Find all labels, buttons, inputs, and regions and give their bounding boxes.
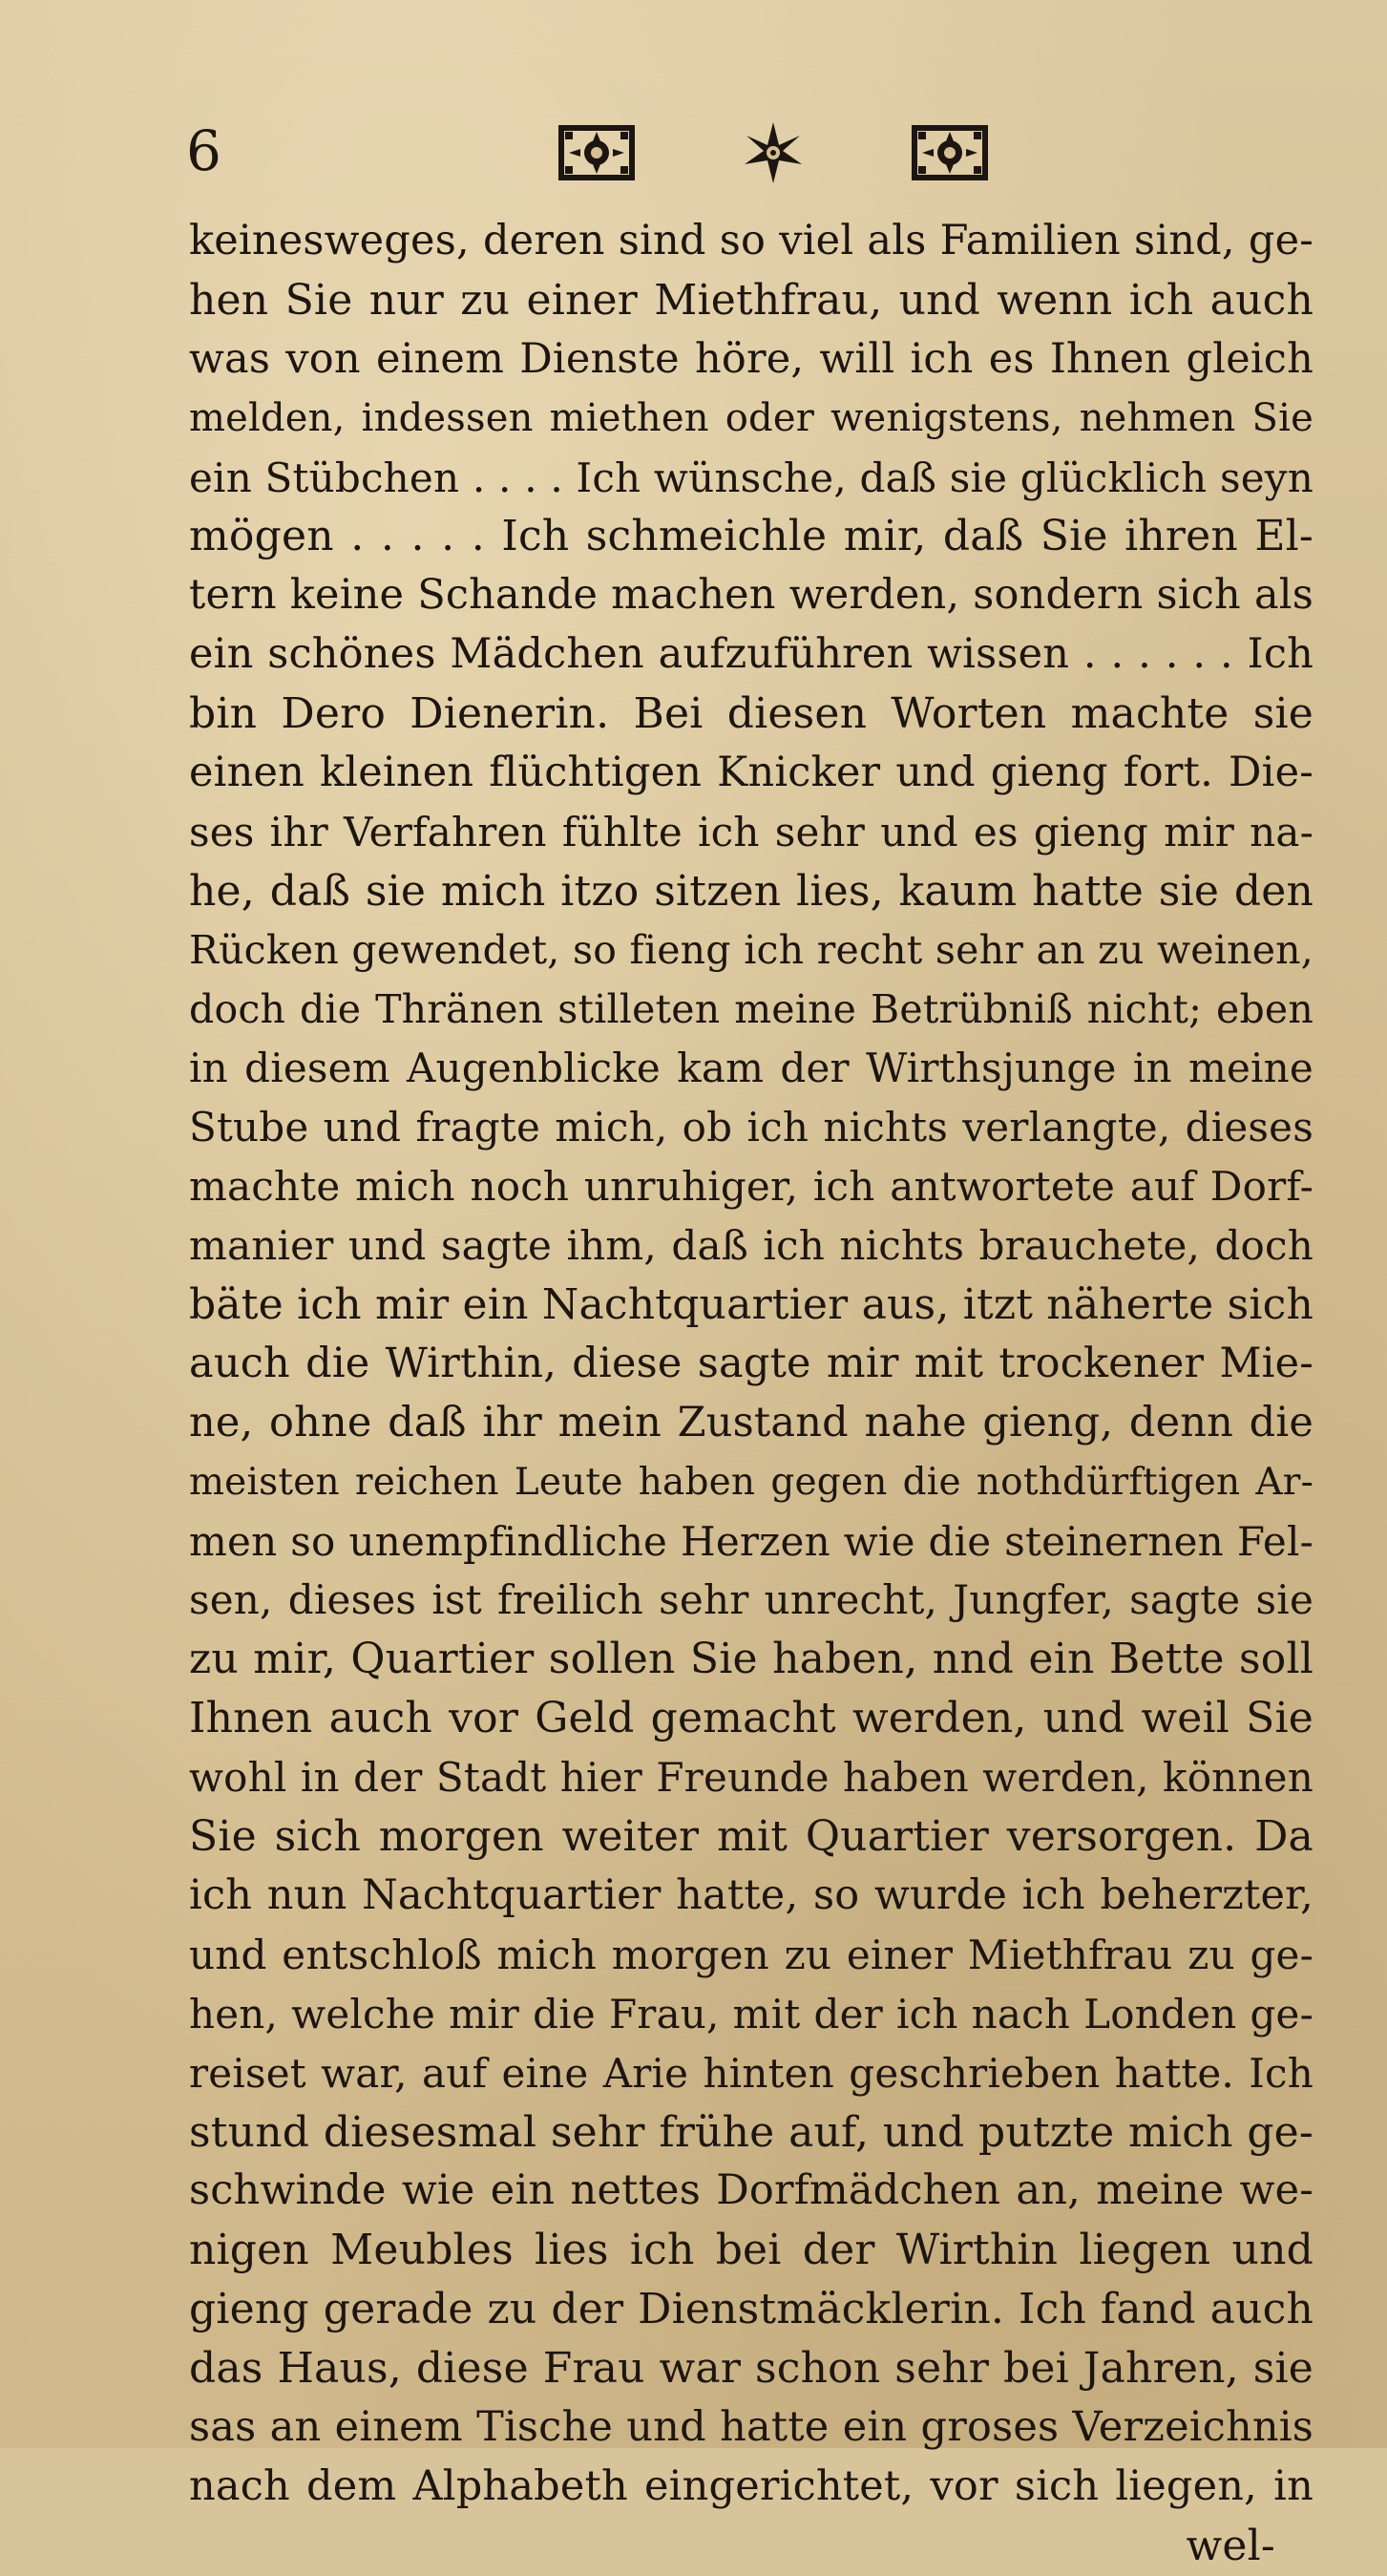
text-line: meisten reichen Leute haben gegen die nothdürftigen Ar- bbox=[189, 1460, 1313, 1504]
text-line: ein schönes Mädchen aufzuführen wissen . . . . . . Ich bbox=[189, 630, 1313, 679]
text-line: Rücken gewendet, so fieng ich recht sehr an zu weinen, bbox=[189, 926, 1313, 973]
text-line: ein Stübchen . . . . Ich wünsche, daß sie glücklich seyn bbox=[189, 454, 1313, 501]
text-line: bäte ich mir ein Nachtquartier aus, itzt näherte sich bbox=[189, 1280, 1314, 1330]
text-line: melden, indessen miethen oder wenigstens, nehmen Sie bbox=[189, 395, 1313, 440]
text-line: was von einem Dienste höre, will ich es Ihnen gleich bbox=[189, 334, 1313, 383]
text-line: auch die Wirthin, diese sagte mir mit trockener Mie- bbox=[189, 1339, 1313, 1387]
text-line: einen kleinen flüchtigen Knicker und gieng fort. Die- bbox=[189, 749, 1313, 797]
text-line: reiset war, auf eine Arie hinten geschrieben hatte. Ich bbox=[189, 2049, 1313, 2097]
text-line: ses ihr Verfahren fühlte ich sehr und es gieng mir na- bbox=[189, 808, 1313, 855]
text-line: wohl in der Stadt hier Freunde haben werden, können bbox=[189, 1754, 1313, 1802]
text-line: Sie sich morgen weiter mit Quartier versorgen. Da bbox=[189, 1812, 1313, 1862]
page-number: 6 bbox=[186, 118, 221, 183]
catchword: wel- bbox=[1186, 2521, 1275, 2570]
text-line: das Haus, diese Frau war schon sehr bei Jahren, sie bbox=[189, 2344, 1313, 2394]
text-line: Stube und fragte mich, ob ich nichts verlangte, dieses bbox=[189, 1104, 1313, 1151]
text-line: und entschloß mich morgen zu einer Miethfrau zu ge- bbox=[189, 1931, 1313, 1978]
text-line: zu mir, Quartier sollen Sie haben, nnd ein Bette soll bbox=[189, 1635, 1313, 1684]
center-star-ornament-icon bbox=[745, 122, 802, 183]
text-line: mögen . . . . . Ich schmeichle mir, daß Sie ihren El- bbox=[189, 512, 1313, 561]
left-square-ornament-icon bbox=[561, 128, 632, 178]
decorative-stars-ornament-icon bbox=[554, 118, 993, 185]
text-line: Ihnen auch vor Geld gemacht werden, und weil Sie bbox=[189, 1694, 1313, 1743]
text-line: manier und sagte ihm, daß ich nichts brauchete, doch bbox=[189, 1222, 1313, 1270]
text-line: he, daß sie mich itzo sitzen lies, kaum hatte sie den bbox=[189, 866, 1313, 916]
text-line: hen Sie nur zu einer Miethfrau, und wenn ich auch bbox=[189, 275, 1313, 325]
body-text bbox=[189, 212, 1313, 2576]
text-line: ne, ohne daß ihr mein Zustand nahe gieng, denn die bbox=[189, 1398, 1313, 1446]
text-line: bin Dero Dienerin. Bei diesen Worten machte sie bbox=[189, 689, 1313, 739]
text-line: nach dem Alphabeth eingerichtet, vor sich liegen, in bbox=[189, 2461, 1313, 2510]
text-line: gieng gerade zu der Dienstmäcklerin. Ich fand auch bbox=[189, 2285, 1313, 2334]
text-line: sas an einem Tische und hatte ein groses Verzeichnis bbox=[189, 2402, 1313, 2451]
text-line: nigen Meubles lies ich bei der Wirthin liegen und bbox=[189, 2226, 1313, 2275]
text-line: tern keine Schande machen werden, sondern sich als bbox=[189, 571, 1313, 620]
text-line: in diesem Augenblicke kam der Wirthsjunge in meine bbox=[189, 1045, 1313, 1092]
text-line: doch die Thränen stilleten meine Betrübniß nicht; eben bbox=[189, 985, 1313, 1032]
text-line: keinesweges, deren sind so viel als Familien sind, ge- bbox=[189, 217, 1313, 264]
text-line: men so unempfindliche Herzen wie die steinernen Fel- bbox=[189, 1517, 1313, 1565]
page-header bbox=[186, 113, 1332, 189]
text-line: stund diesesmal sehr frühe auf, und putzte mich ge- bbox=[189, 2107, 1313, 2157]
text-line: machte mich noch unruhiger, ich antwortete auf Dorf- bbox=[189, 1163, 1313, 1211]
right-square-ornament-icon bbox=[914, 128, 985, 178]
text-line: schwinde wie ein nettes Dorfmädchen an, meine we- bbox=[189, 2166, 1313, 2215]
text-line: hen, welche mir die Frau, mit der ich nach Londen ge- bbox=[189, 1990, 1313, 2038]
text-line: sen, dieses ist freilich sehr unrecht, Jungfer, sagte sie bbox=[189, 1576, 1313, 1624]
text-line: ich nun Nachtquartier hatte, so wurde ich beherzter, bbox=[189, 1870, 1313, 1919]
